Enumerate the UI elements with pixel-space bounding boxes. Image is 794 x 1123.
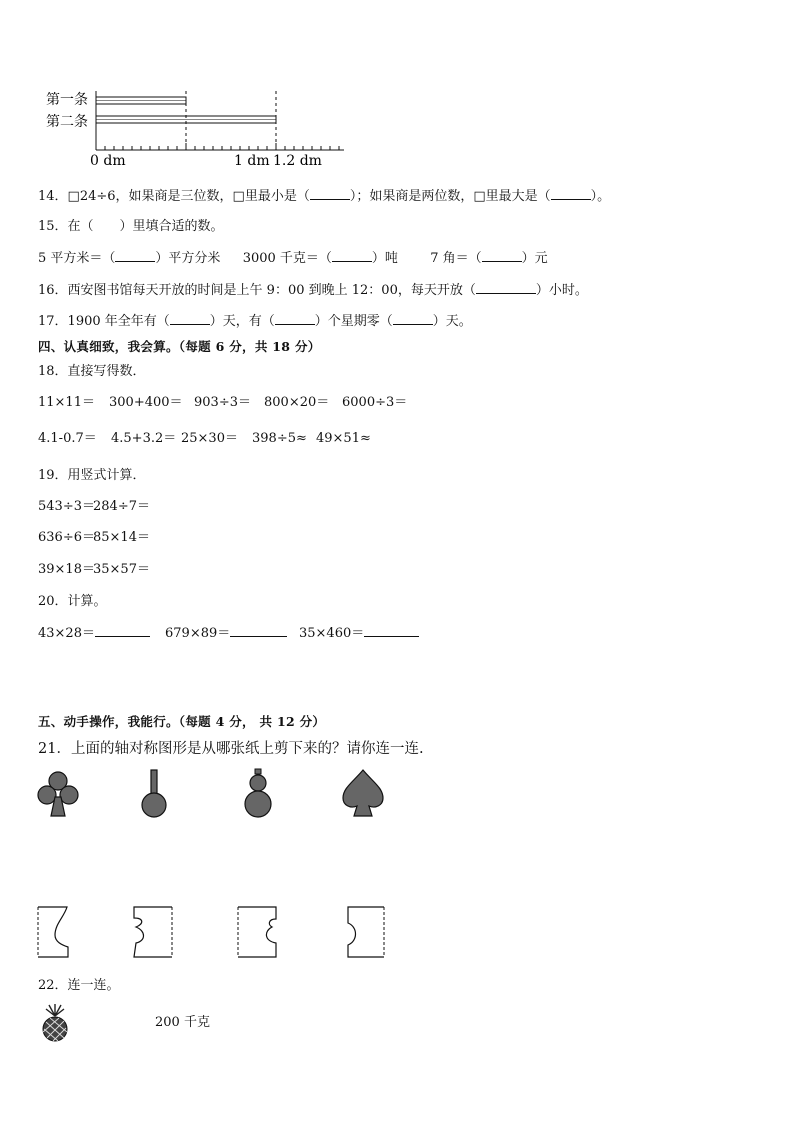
- q15-blank-b[interactable]: [332, 249, 372, 262]
- q20-expr: 43×28＝: [38, 626, 95, 641]
- question-16: [38, 281, 588, 300]
- q17-p2: ）天，有（: [209, 314, 275, 329]
- q19-item: 636÷6＝: [38, 530, 95, 545]
- q18-item: 25×30＝: [181, 431, 238, 446]
- q15-c-pre: 7 角＝（: [430, 251, 482, 266]
- q15-blank-a[interactable]: [115, 249, 155, 262]
- tick-label-12: 1.2 dm: [273, 153, 322, 169]
- question-14: [38, 187, 610, 206]
- q18-item: 398÷5≈: [252, 431, 307, 446]
- tick-label-0: 0 dm: [90, 153, 126, 169]
- q17-p4: ）天。: [432, 314, 472, 329]
- q19-item: 35×57＝: [93, 562, 150, 577]
- q17-p3: ）个星期零（: [314, 314, 393, 329]
- question-20-title: 20．计算。: [38, 594, 107, 609]
- q19-item: 543÷3＝: [38, 499, 95, 514]
- q20-item-3: [299, 624, 419, 643]
- q18-item: 903÷3＝: [194, 395, 251, 410]
- q18-item: 49×51≈: [316, 431, 371, 446]
- ladle-icon: [138, 768, 170, 820]
- question-21-title: 21．上面的轴对称图形是从哪张纸上剪下来的？请你连一连.: [38, 741, 424, 757]
- q17-p1: 17．1900 年全年有（: [38, 314, 170, 329]
- q15-c-post: ）元: [521, 251, 548, 266]
- q20-blank[interactable]: [230, 624, 287, 637]
- q16-post: ）小时。: [535, 283, 588, 298]
- q19-item: 39×18＝: [38, 562, 95, 577]
- q16-blank[interactable]: [476, 281, 536, 294]
- q20-item-2: [165, 624, 287, 643]
- q18-item: 4.1-0.7＝: [38, 431, 97, 446]
- q18-item: 300+400＝: [109, 395, 183, 410]
- pineapple-icon: [38, 1004, 72, 1042]
- q15-b-post: ）吨: [371, 251, 398, 266]
- q19-item: 284÷7＝: [93, 499, 150, 514]
- q19-item: 85×14＝: [93, 530, 150, 545]
- q15-blank-c[interactable]: [482, 249, 522, 262]
- paper-cut-2[interactable]: [132, 905, 176, 959]
- paper-cut-1[interactable]: [36, 905, 76, 959]
- q17-blank-1[interactable]: [170, 312, 210, 325]
- q20-expr: 35×460＝: [299, 626, 365, 641]
- q20-blank[interactable]: [364, 624, 419, 637]
- question-22-title: 22．连一连。: [38, 978, 120, 993]
- q15-a-post: ）平方分米: [155, 251, 221, 266]
- question-18-title: 18．直接写得数．: [38, 364, 146, 379]
- q17-blank-2[interactable]: [275, 312, 315, 325]
- paper-cut-3[interactable]: [236, 905, 280, 959]
- q20-expr: 679×89＝: [165, 626, 231, 641]
- question-15-items: [38, 249, 548, 268]
- q18-item: 11×11＝: [38, 395, 95, 410]
- question-19-title: 19．用竖式计算．: [38, 468, 146, 483]
- q15-a-pre: 5 平方米＝（: [38, 251, 116, 266]
- gourd-icon: [242, 768, 274, 820]
- q18-item: 6000÷3＝: [342, 395, 408, 410]
- question-15-title: 15．在（ ）里填合适的数。: [38, 219, 224, 234]
- ruler-diagram: [40, 86, 360, 168]
- q14-blank-2[interactable]: [551, 187, 591, 200]
- section-4-heading: 四、认真细致，我会算。（每题 6 分，共 18 分）: [38, 339, 321, 354]
- q18-item: 800×20＝: [264, 395, 330, 410]
- q14-part1: 14．□24÷6，如果商是三位数，□里最小是（: [38, 189, 310, 204]
- q20-item-1: [38, 624, 150, 643]
- q20-blank[interactable]: [95, 624, 150, 637]
- club-icon: [36, 770, 80, 818]
- section-5-heading: 五、动手操作，我能行。（每题 4 分， 共 12 分）: [38, 714, 326, 729]
- spade-icon: [340, 768, 386, 818]
- q14-part3: ）。: [590, 189, 611, 204]
- ruler-label-second: 第二条: [46, 114, 88, 130]
- ruler-ticks: [96, 143, 339, 150]
- ruler-label-first: 第一条: [46, 92, 88, 108]
- q14-blank-1[interactable]: [310, 187, 350, 200]
- q18-item: 4.5+3.2＝: [111, 431, 177, 446]
- tick-label-1: 1 dm: [234, 153, 270, 169]
- q17-blank-3[interactable]: [393, 312, 433, 325]
- question-17: [38, 312, 472, 331]
- q15-b-pre: 3000 千克＝（: [242, 251, 332, 266]
- q14-part2: ）；如果商是两位数，□里最大是（: [349, 189, 551, 204]
- q22-item-weight[interactable]: 200 千克: [155, 1015, 210, 1030]
- paper-cut-4[interactable]: [344, 905, 388, 959]
- q16-pre: 16．西安图书馆每天开放的时间是上午 9：00 到晚上 12：00，每天开放（: [38, 283, 476, 298]
